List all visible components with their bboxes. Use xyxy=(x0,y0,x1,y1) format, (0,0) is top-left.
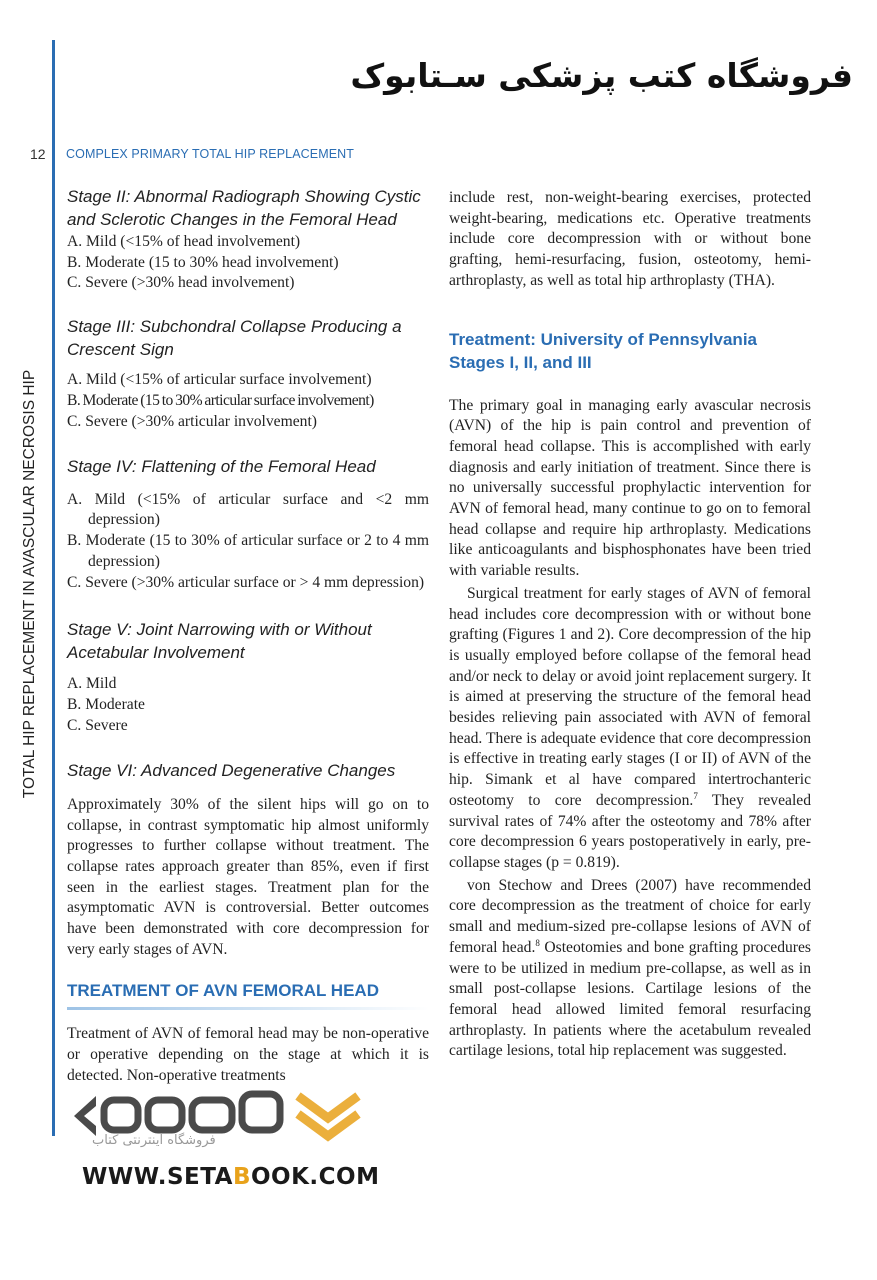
running-head: COMPLEX PRIMARY TOTAL HIP REPLACEMENT xyxy=(66,147,355,161)
stage6-heading: Stage VI: Advanced Degenerative Changes xyxy=(67,761,396,781)
goal-paragraph: The primary goal in managing early avascular necrosis (AVN) of the hip is pain control and prevention of femoral head collapse. This is accomplished with early diagnosis and early initiation of treatment. Since there is no universally successful prophylactic intervention for AVN of femoral head, many continue to go on to femoral head collapse and require hip arthroplasty. Medications like anticoagulants and bisphosphonates have been tried with variable results. xyxy=(449,396,811,580)
citation-ref: 8 xyxy=(535,937,540,948)
stage3-list xyxy=(67,370,429,432)
list-item: A. Mild (<15% of articular surface involvement) xyxy=(67,371,372,389)
list-item: A. Mild (<15% of head involvement) xyxy=(67,233,301,250)
surgical-paragraph: Surgical treatment for early stages of AVN of femoral head includes core decompression with or without bone grafting (Figures 1 and 2). Core decompression of the hip is usually employed before collapse of the femoral head and/or neck to delay or avoid joint replacement surgery. It is aimed at preserving the structure of the femoral head besides relieving pain associated with AVN of femoral head. There is adequate evidence that core decompression is effective in treating early stages (I or II) of AVN of the hip. Simank et al have compared intertrochanteric osteotomy to core decompression.$^7$ They revealed survival rates of 74% after the osteotomy and 78% after core decompression 6 years postoperatively in early, pre-collapse stages (p = 0.819). xyxy=(449,584,811,871)
penn-subheading: Treatment: University of Pennsylvania Stages I, II, and III xyxy=(449,329,757,372)
left-column xyxy=(67,186,429,1087)
list-item: C. Severe (>30% articular surface or > 4 mm depression) xyxy=(67,573,425,591)
heading-underline xyxy=(67,1007,429,1010)
footer-url: WWW.SETABOOK.COM xyxy=(82,1164,380,1190)
list-item: A. Mild xyxy=(67,675,117,693)
margin-rule xyxy=(52,40,55,1136)
list-item: B. Moderate (15 to 30% head involvement) xyxy=(67,253,339,271)
continued-paragraph: include rest, non-weight-bearing exercises, protected weight-bearing, medications etc. Operative treatments include core decompression with or without bone grafting, hemi-resurfacing, fusion, osteotomy, hemi-arthroplasty, as well as total hip arthroplasty (THA). xyxy=(449,189,811,289)
stage2-heading: Stage II: Abnormal Radiograph Showing Cystic and Sclerotic Changes in the Femoral Head xyxy=(67,187,421,229)
stage3-heading: Stage III: Subchondral Collapse Producing a Crescent Sign xyxy=(67,317,402,359)
treatment-section xyxy=(67,980,429,1010)
treatment-paragraph: Treatment of AVN of femoral head may be non-operative or operative depending on the stage at which it is detected. Non-operative treatments xyxy=(67,1025,429,1084)
list-item: B. Moderate xyxy=(67,695,145,713)
list-item: A. Mild (<15% of articular surface and <2 mm depression) xyxy=(67,490,429,529)
right-column xyxy=(449,188,811,1062)
treatment-heading: TREATMENT OF AVN FEMORAL HEAD xyxy=(67,981,379,1001)
citation-ref: 7 xyxy=(693,790,698,801)
watermark-tagline: فروشگاه اینترنتی کتاب xyxy=(92,1133,216,1148)
page-number: 12 xyxy=(30,146,46,162)
stage4-list xyxy=(67,490,429,594)
stage2-list xyxy=(67,232,429,294)
list-item: B. Moderate (15 to 30% of articular surface or 2 to 4 mm depression) xyxy=(67,532,429,570)
stage5-heading: Stage V: Joint Narrowing with or Without Acetabular Involvement xyxy=(67,620,372,662)
store-banner: فروشگاه کتب پزشکی سـتابوک xyxy=(350,56,853,95)
stage4-heading: Stage IV: Flattening of the Femoral Head xyxy=(67,457,376,477)
list-item: B. Moderate (15 to 30% articular surface involvement) xyxy=(67,391,374,409)
list-item: C. Severe (>30% head involvement) xyxy=(67,274,295,292)
side-title: TOTAL HIP REPLACEMENT IN AVASCULAR NECROSIS HIP xyxy=(21,369,38,799)
stage5-list xyxy=(67,674,429,736)
stechow-paragraph: von Stechow and Drees (2007) have recommended core decompression as the treatment of choice for early small and medium-sized pre-collapse lesions of AVN of femoral head.$^8$ Osteotomies and bone grafting procedures were to be utilized in medium pre-collapse, as well as in small post-collapse lesions. Cartilage lesions of the femoral head allowed limited femoral resurfacing arthroplasty. In patients where the acetabulum revealed cartilage lesions, total hip replacement was suggested. xyxy=(449,876,811,1060)
list-item: C. Severe xyxy=(67,716,128,734)
stage6-paragraph: Approximately 30% of the silent hips will go on to collapse, in contrast symptomatic hip almost uniformly progresses to further collapse without treatment. The collapse rates approach greater than 85%, even if first seen in the earliest stages. Treatment plan for the asymptomatic AVN is controversial. Better outcomes have been demonstrated with core decompression for very early stages of AVN. xyxy=(67,795,429,958)
list-item: C. Severe (>30% articular involvement) xyxy=(67,412,317,430)
